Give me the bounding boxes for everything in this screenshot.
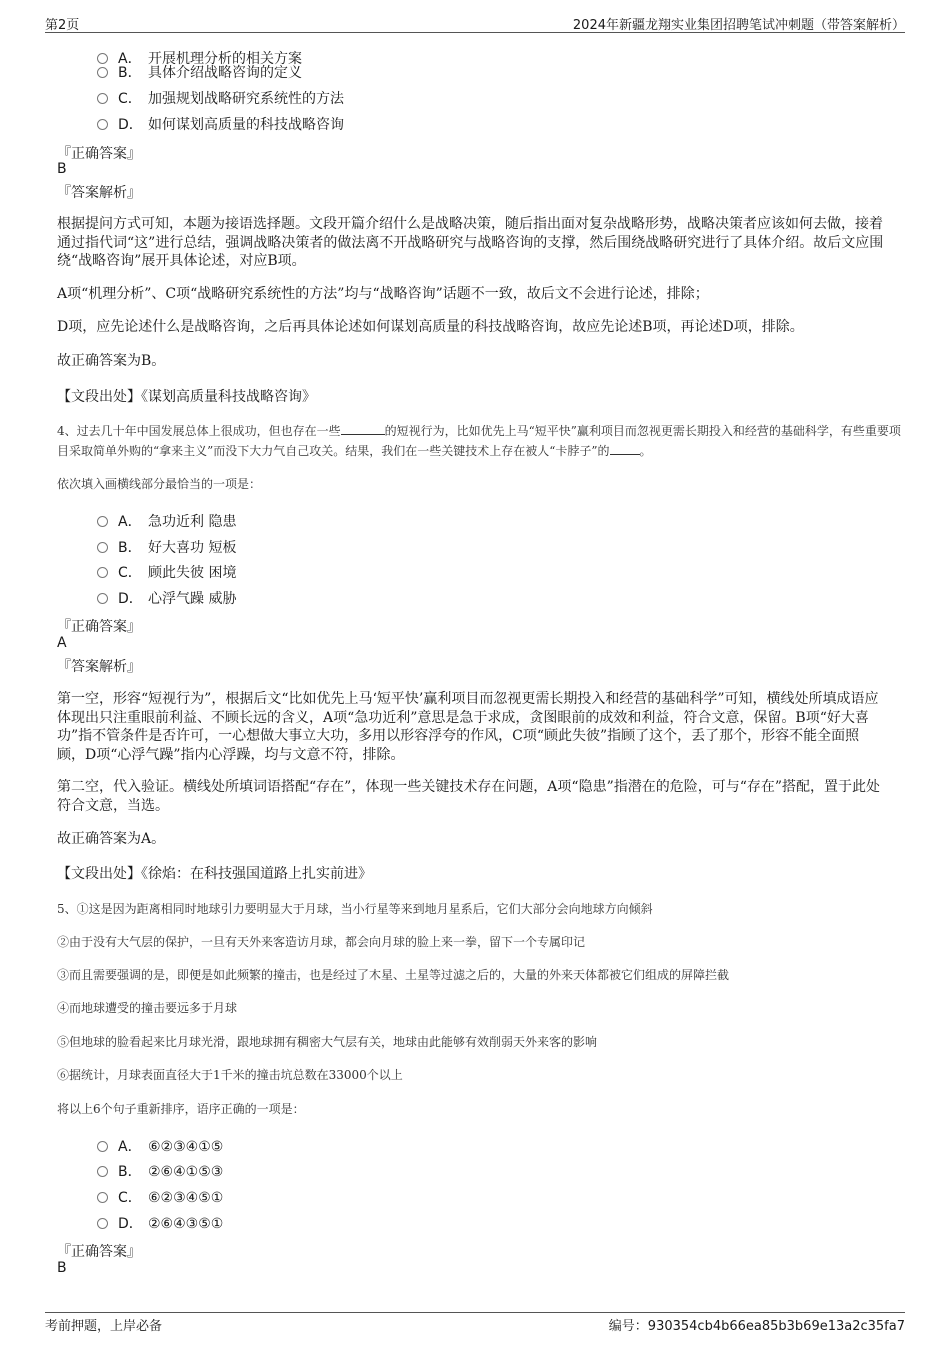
q3-analysis-paragraph: 故正确答案为B。 [57,353,166,369]
q3-source: 【文段出处】《谋划高质量科技战略咨询》 [57,389,316,405]
radio-icon[interactable] [97,1141,108,1152]
q5-option-b[interactable]: B． ②⑥④①⑤③ [97,1161,223,1181]
q4-analysis-label: 『答案解析』 [57,659,141,675]
q3-option-d[interactable]: D． 如何谋划高质量的科技战略咨询 [97,114,344,134]
q5-answer-label: 『正确答案』 [57,1244,141,1260]
document-code: 编号：930354cb4b66ea85b3b69e13a2c35fa7 [608,1319,905,1334]
radio-icon[interactable] [97,119,108,130]
q4-answer: A [57,635,67,651]
radio-icon[interactable] [97,1218,108,1229]
q5-sentence: ⑤但地球的脸看起来比月球光滑，跟地球拥有稠密大气层有关，地球由此能够有效削弱天外来客的影响 [57,1035,598,1049]
q4-option-c[interactable]: C． 顾此失彼 困境 [97,562,236,582]
q3-option-a[interactable]: A． 开展机理分析的相关方案 [97,48,302,68]
fill-blank [341,423,385,435]
q4-analysis-paragraph: 第二空，代入验证。横线处所填词语搭配“存在”，体现一些关键技术存在问题，A项“隐患”指潜在的危险，可与“存在”搭配，置于此处符合文意，当选。 [57,779,881,814]
q5-sentence: ②由于没有大气层的保护，一旦有天外来客造访月球，都会向月球的脸上来一拳，留下一个专属印记 [57,935,586,949]
page-header [45,12,905,33]
q5-prompt: 将以上6个句子重新排序，语序正确的一项是： [57,1102,305,1116]
q5-option-c[interactable]: C． ⑥②③④⑤① [97,1187,223,1207]
radio-icon[interactable] [97,593,108,604]
radio-icon[interactable] [97,567,108,578]
q4-option-b[interactable]: B． 好大喜功 短板 [97,537,236,557]
q3-analysis-paragraph: D项，应先论述什么是战略咨询，之后再具体论述如何谋划高质量的科技战略咨询，故应先论述B项，再论述D项，排除。 [57,319,804,335]
q3-analysis-label: 『答案解析』 [57,185,141,201]
footer-slogan: 考前押题，上岸必备 [45,1319,163,1334]
document-title: 2024年新疆龙翔实业集团招聘笔试冲刺题（带答案解析） [572,18,905,33]
q3-answer-label: 『正确答案』 [57,146,141,162]
q4-stem: 4、过去几十年中国发展总体上很成功，但也存在一些 的短视行为，比如优先上马“短平快”赢利项目而忽视更需长期投入和经营的基础科学，有些重要项目采取简单外购的“拿来主义”而没下大力气自己攻关。结果，我们在一些关键技术上存在被人“卡脖子”的 。 [57,424,901,458]
radio-icon[interactable] [97,516,108,527]
fill-blank [610,443,640,455]
q3-analysis-paragraph: 根据提问方式可知，本题为接语选择题。文段开篇介绍什么是战略决策，随后指出面对复杂战略形势，战略决策者应该如何去做，接着通过指代词“这”进行总结，强调战略决策者的做法离不开战略研究与战略咨询的支撑，然后围绕战略研究进行了具体介绍。故后文应围绕“战略咨询”展开具体论述，对应B项。 [57,216,884,269]
radio-icon[interactable] [97,1192,108,1203]
q3-analysis-paragraph: A项“机理分析”、C项“战略研究系统性的方法”均与“战略咨询”话题不一致，故后文不会进行论述，排除； [57,286,709,302]
radio-icon[interactable] [97,542,108,553]
q4-answer-label: 『正确答案』 [57,619,141,635]
q4-analysis-paragraph: 故正确答案为A。 [57,831,166,847]
q5-sentence: ⑥据统计，月球表面直径大于1千米的撞击坑总数在33000个以上 [57,1068,403,1082]
q4-option-d[interactable]: D． 心浮气躁 威胁 [97,588,236,608]
q5-sentence: 5、①这是因为距离相同时地球引力要明显大于月球，当小行星等来到地月星系后，它们大部分会向地球方向倾斜 [57,902,653,916]
page-footer [45,1312,905,1335]
q3-answer: B [57,161,67,177]
q5-option-a[interactable]: A． ⑥②③④①⑤ [97,1136,223,1156]
radio-icon[interactable] [97,1166,108,1177]
radio-icon[interactable] [97,67,108,78]
q3-option-b[interactable]: B． 具体介绍战略咨询的定义 [97,62,302,82]
q3-option-c[interactable]: C． 加强规划战略研究系统性的方法 [97,88,344,108]
q5-sentence: ③而且需要强调的是，即便是如此频繁的撞击，也是经过了木星、土星等过滤之后的，大量的外来天体都被它们组成的屏障拦截 [57,968,730,982]
q5-answer: B [57,1260,67,1276]
q4-source: 【文段出处】《徐焰：在科技强国道路上扎实前进》 [57,866,372,882]
page-number: 第2页 [45,18,80,33]
q5-option-d[interactable]: D． ②⑥④③⑤① [97,1213,223,1233]
q4-option-a[interactable]: A． 急功近利 隐患 [97,511,236,531]
q4-prompt: 依次填入画横线部分最恰当的一项是： [57,477,262,491]
q4-analysis-paragraph: 第一空，形容“短视行为”，根据后文“比如优先上马‘短平快’赢利项目而忽视更需长期投入和经营的基础科学”可知，横线处所填成语应体现出只注重眼前利益、不顾长远的含义，A项“急功近利”意思是急于求成，贪图眼前的成效和利益，符合文意，保留。B项“好大喜功”指不管条件是否许可，一心想做大事立大功，多用以形容浮夸的作风，C项“顾此失彼”指顾了这个，丢了那个，形容不能全面照顾，D项“心浮气躁”指内心浮躁，均与文意不符，排除。 [57,691,879,763]
q5-sentence: ④而地球遭受的撞击要远多于月球 [57,1001,238,1015]
radio-icon[interactable] [97,93,108,104]
